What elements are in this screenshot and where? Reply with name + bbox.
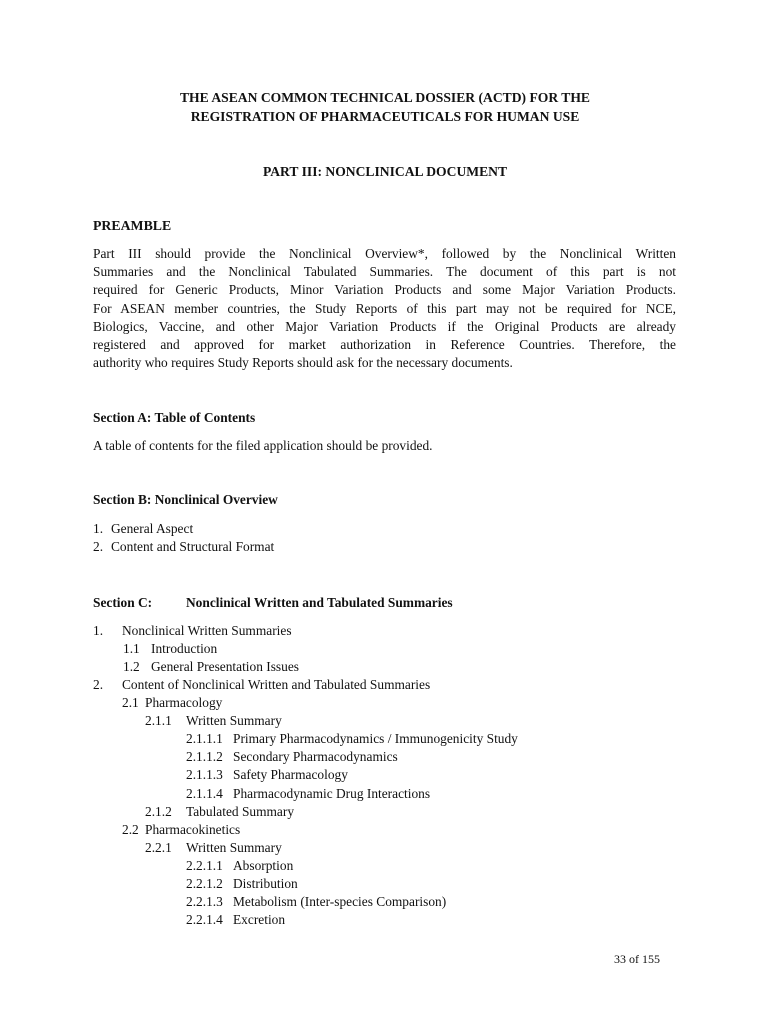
toc-num: 2.1.1.1 xyxy=(186,731,223,746)
toc-label: Written Summary xyxy=(186,713,282,728)
toc-num: 2.1.1.2 xyxy=(186,749,223,764)
toc-label: Content of Nonclinical Written and Tabulated Summaries xyxy=(122,677,431,692)
section-b-item-num: 1. xyxy=(93,521,104,536)
section-c-heading: Nonclinical Written and Tabulated Summaries xyxy=(186,595,453,610)
toc-label: General Presentation Issues xyxy=(151,659,299,674)
toc-num: 1.2 xyxy=(123,659,140,674)
section-b-item-label: Content and Structural Format xyxy=(111,539,275,554)
toc-label: Nonclinical Written Summaries xyxy=(122,623,292,638)
preamble-heading: PREAMBLE xyxy=(93,218,172,233)
toc-label: Written Summary xyxy=(186,840,282,855)
preamble-line: authority who requires Study Reports should ask for the necessary documents. xyxy=(93,355,513,371)
preamble-line: For ASEAN member countries, the Study Reports of this part may not be required for NCE, xyxy=(93,300,676,316)
preamble-line: required for Generic Products, Minor Variation Products and some Major Variation Products. xyxy=(93,282,676,298)
toc-num: 2.1.2 xyxy=(145,804,172,819)
toc-label: Absorption xyxy=(233,858,294,873)
preamble-line: Part III should provide the Nonclinical Overview*, followed by the Nonclinical Written xyxy=(93,246,676,261)
section-a-heading: Section A: Table of Contents xyxy=(93,410,256,425)
toc-num: 2.1.1 xyxy=(145,713,172,728)
toc-label: Pharmacokinetics xyxy=(145,822,241,837)
toc-num: 2.2.1.1 xyxy=(186,858,223,873)
toc-num: 2.1 xyxy=(122,695,139,710)
section-b-item-label: General Aspect xyxy=(111,521,194,536)
toc-num: 2.1.1.3 xyxy=(186,767,223,782)
preamble-paragraph xyxy=(93,245,676,372)
toc-num: 2.2.1.4 xyxy=(186,912,223,927)
document-title-line-1: THE ASEAN COMMON TECHNICAL DOSSIER (ACTD) FOR THE xyxy=(179,90,590,105)
toc-num: 2. xyxy=(93,677,104,692)
part-title: PART III: NONCLINICAL DOCUMENT xyxy=(262,164,508,179)
toc-label: Metabolism (Inter-species Comparison) xyxy=(233,894,447,909)
toc-label: Tabulated Summary xyxy=(186,804,295,819)
toc-num: 2.1.1.4 xyxy=(186,786,223,801)
toc-label: Excretion xyxy=(233,912,286,927)
preamble-line: Summaries and the Nonclinical Tabulated Summaries. The document of this part is not xyxy=(93,264,676,280)
toc-num: 2.2.1.2 xyxy=(186,876,223,891)
toc-num: 1. xyxy=(93,623,104,638)
page-number: 33 of 155 xyxy=(614,952,660,966)
document-title-line-2: REGISTRATION OF PHARMACEUTICALS FOR HUMAN USE xyxy=(190,109,580,124)
toc-label: Pharmacodynamic Drug Interactions xyxy=(233,786,431,801)
section-c-label: Section C: xyxy=(93,595,153,610)
section-b-item-num: 2. xyxy=(93,539,104,554)
toc-label: Pharmacology xyxy=(145,695,223,710)
toc-num: 2.2.1.3 xyxy=(186,894,223,909)
toc-label: Primary Pharmacodynamics / Immunogenicity Study xyxy=(233,731,518,746)
toc-num: 1.1 xyxy=(123,641,140,656)
section-b-heading: Section B: Nonclinical Overview xyxy=(93,492,278,507)
preamble-line: Biologics, Vaccine, and other Major Variation Products if the Original Products are already xyxy=(93,318,676,334)
section-a-text: A table of contents for the filed application should be provided. xyxy=(93,438,433,453)
toc-label: Introduction xyxy=(151,641,218,656)
toc-label: Safety Pharmacology xyxy=(233,767,348,782)
toc-num: 2.2 xyxy=(122,822,139,837)
toc-num: 2.2.1 xyxy=(145,840,172,855)
toc-label: Secondary Pharmacodynamics xyxy=(233,749,398,764)
preamble-line: registered and approved for market authorization in Reference Countries. Therefore, the xyxy=(93,336,676,352)
toc-label: Distribution xyxy=(233,876,298,891)
